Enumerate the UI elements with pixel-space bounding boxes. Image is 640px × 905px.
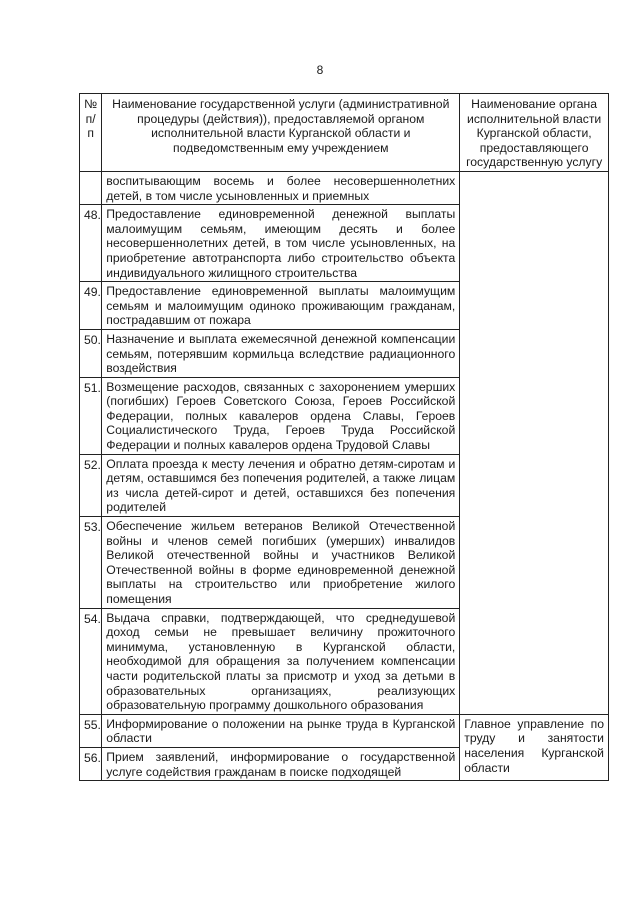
row-service: Прием заявлений, информирование о государственной услуге содействия гражданам в поиске подходящей [102, 747, 460, 780]
table-row [80, 171, 609, 204]
services-table [79, 93, 609, 781]
row-service: Возмещение расходов, связанных с захоронением умерших (погибших) Героев Советского Союза, Героев Российской Федерации, полных кавалеров ордена Славы, Героев Социалистического Труда, Героев Труда Российской Федерации и полных кавалеров ордена Трудовой Славы [102, 377, 460, 454]
row-service: Оплата проезда к месту лечения и обратно детям-сиротам и детям, оставшимся без попечения родителей, а также лицам из числа детей-сирот и детей, оставшихся без попечения родителей [102, 454, 460, 516]
header-service: Наименование государственной услуги (административной процедуры (действия)), предоставляемой органом исполнительной власти Курганской области и подведомственным ему учреждением [102, 94, 460, 172]
row-num: 52. [80, 454, 102, 516]
row-num: 48. [80, 205, 102, 282]
row-num [80, 171, 102, 204]
row-num: 56. [80, 747, 102, 780]
table-header-row [80, 94, 609, 172]
row-service: Предоставление единовременной денежной выплаты малоимущим семьям, имеющим десять и более несовершеннолетних детей, в том числе усыновленных, на приобретение автотранспорта либо строительство объекта индивидуального жилищного строительства [102, 205, 460, 282]
header-num: № п/п [80, 94, 102, 172]
row-num: 49. [80, 282, 102, 330]
row-num: 50. [80, 329, 102, 377]
page-number: 8 [316, 63, 324, 77]
row-num: 53. [80, 517, 102, 609]
table-row [80, 714, 609, 747]
header-organ: Наименование органа исполнительной власти Курганской области, предоставляющего государственную услугу [460, 94, 609, 172]
row-num: 54. [80, 608, 102, 714]
row-service: Обеспечение жильем ветеранов Великой Отечественной войны и членов семей погибших (умерших) инвалидов Великой отечественной войны и участников Великой Отечественной войны в форме единовременной денежной выплаты на строительство или приобретение жилого помещения [102, 517, 460, 609]
row-organ: Главное управление по труду и занятости населения Курганской области [460, 714, 609, 780]
row-service: воспитывающим восемь и более несовершеннолетних детей, в том числе усыновленных и приемных [102, 171, 460, 204]
row-num: 55. [80, 714, 102, 747]
row-service: Назначение и выплата ежемесячной денежной компенсации семьям, потерявшим кормильца вследствие радиационного воздействия [102, 329, 460, 377]
row-service: Выдача справки, подтверждающей, что среднедушевой доход семьи не превышает величину прожиточного минимума, установленную в Курганской области, необходимой для обращения за получением компенсации части родительской платы за присмотр и уход за детьми в образовательных организациях, реализующих образовательную программу дошкольного образования [102, 608, 460, 714]
row-organ [460, 171, 609, 714]
row-service: Информирование о положении на рынке труда в Курганской области [102, 714, 460, 747]
row-service: Предоставление единовременной выплаты малоимущим семьям и малоимущим одиноко проживающим гражданам, пострадавшим от пожара [102, 282, 460, 330]
row-num: 51. [80, 377, 102, 454]
